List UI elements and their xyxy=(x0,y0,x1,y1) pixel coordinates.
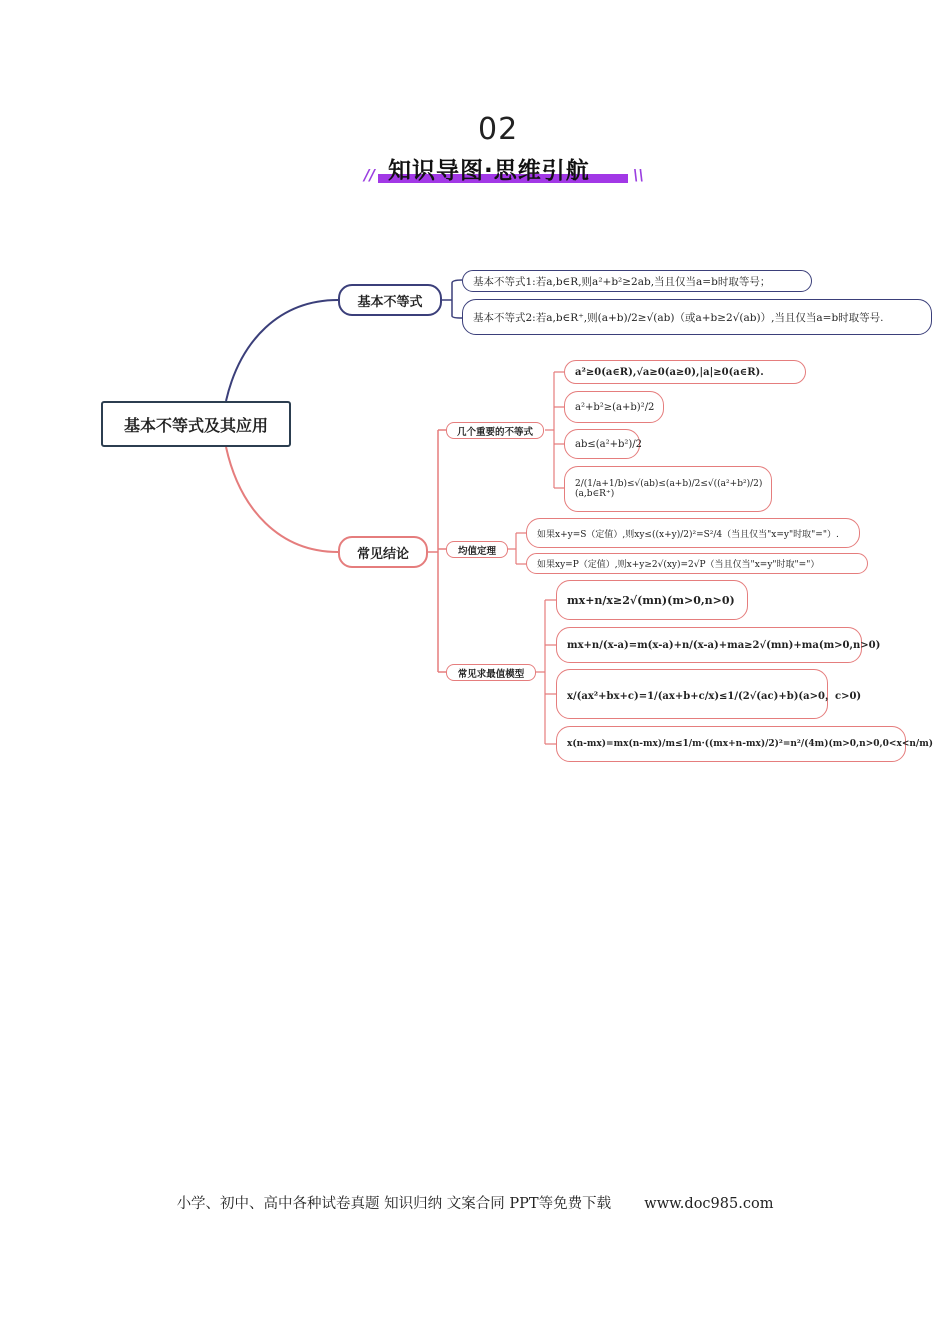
leaf-mean-chain xyxy=(564,466,772,512)
connector-branch2-trunk xyxy=(428,430,446,672)
branch-basic-inequality: 基本不等式 xyxy=(338,284,442,316)
leaf-mean-theorem-sum-text: 如果x+y=S（定值）,则xy≤((x+y)/2)²=S²/4（当且仅当"x=y"时取"="）. xyxy=(537,529,839,540)
leaf-basic-inequality-2 xyxy=(462,299,932,335)
mindmap-root: 基本不等式及其应用 xyxy=(101,401,291,447)
branch-common-conclusions: 常见结论 xyxy=(338,536,428,568)
leaf-mean-theorem-product xyxy=(526,553,868,574)
leaf-basic-inequality-1-text: 基本不等式1:若a,b∈R,则a²+b²≥2ab,当且仅当a=b时取等号； xyxy=(473,275,771,288)
leaf-basic-inequality-2-text: 基本不等式2:若a,b∈R⁺,则(a+b)/2≥√(ab)（或a+b≥2√(ab)）,当且仅当a=b时取等号. xyxy=(473,311,884,324)
connector-group2 xyxy=(508,533,526,564)
leaf-model-3 xyxy=(556,669,862,719)
leaf-basic-inequality-1 xyxy=(462,270,812,292)
group-important-inequalities: 几个重要的不等式 xyxy=(446,422,544,439)
connector-root-branch2 xyxy=(226,447,338,552)
connector-branch1-leaves xyxy=(442,280,462,318)
slash-decoration-left: // xyxy=(364,166,375,184)
leaf-nonnegativity xyxy=(564,360,806,384)
leaf-model-4-text: x(n-mx)=mx(n-mx)/m≤1/m·((mx+n-mx)/2)²=n²/(4m)(m>0,n>0,0<x<n/m) xyxy=(567,739,933,749)
leaf-model-4 xyxy=(556,726,933,762)
slash-decoration-right: \\ xyxy=(633,166,644,184)
footer-text: 小学、初中、高中各种试卷真题 知识归纳 文案合同 PPT等免费下载 xyxy=(176,1196,612,1212)
section-title: 知识导图·思维引航 xyxy=(388,158,590,184)
leaf-mean-chain-text: 2/(1/a+1/b)≤√(ab)≤(a+b)/2≤√((a²+b²)/2)(a,b∈R⁺) xyxy=(575,479,763,499)
leaf-model-1-text: mx+n/x≥2√(mn)(m>0,n>0) xyxy=(567,593,735,607)
group-mean-theorem: 均值定理 xyxy=(446,541,508,558)
page-footer xyxy=(0,1192,950,1213)
leaf-model-2 xyxy=(556,627,881,663)
leaf-product-bound xyxy=(564,429,643,459)
footer-url[interactable]: www.doc985.com xyxy=(644,1196,774,1212)
leaf-square-sum-text: a²+b²≥(a+b)²/2 xyxy=(575,401,655,413)
leaf-model-3-text: x/(ax²+bx+c)=1/(ax+b+c/x)≤1/(2√(ac)+b)(a>0，c>0) xyxy=(567,690,862,702)
group-extremum-models: 常见求最值模型 xyxy=(446,664,536,681)
leaf-mean-theorem-product-text: 如果xy=P（定值）,则x+y≥2√(xy)=2√P（当且仅当"x=y"时取"="） xyxy=(537,560,820,570)
leaf-nonnegativity-text: a²≥0(a∈R),√a≥0(a≥0),|a|≥0(a∈R). xyxy=(575,366,764,378)
connector-group3 xyxy=(536,600,556,744)
leaf-mean-theorem-sum xyxy=(526,518,860,548)
leaf-model-1 xyxy=(556,580,748,620)
leaf-product-bound-text: ab≤(a²+b²)/2 xyxy=(575,438,643,450)
leaf-model-2-text: mx+n/(x-a)=m(x-a)+n/(x-a)+ma≥2√(mn)+ma(m>0,n>0) xyxy=(567,639,881,651)
connector-root-branch1 xyxy=(226,300,338,401)
connector-group1 xyxy=(545,372,564,488)
leaf-square-sum xyxy=(564,391,664,423)
section-number: 02 xyxy=(478,112,519,147)
